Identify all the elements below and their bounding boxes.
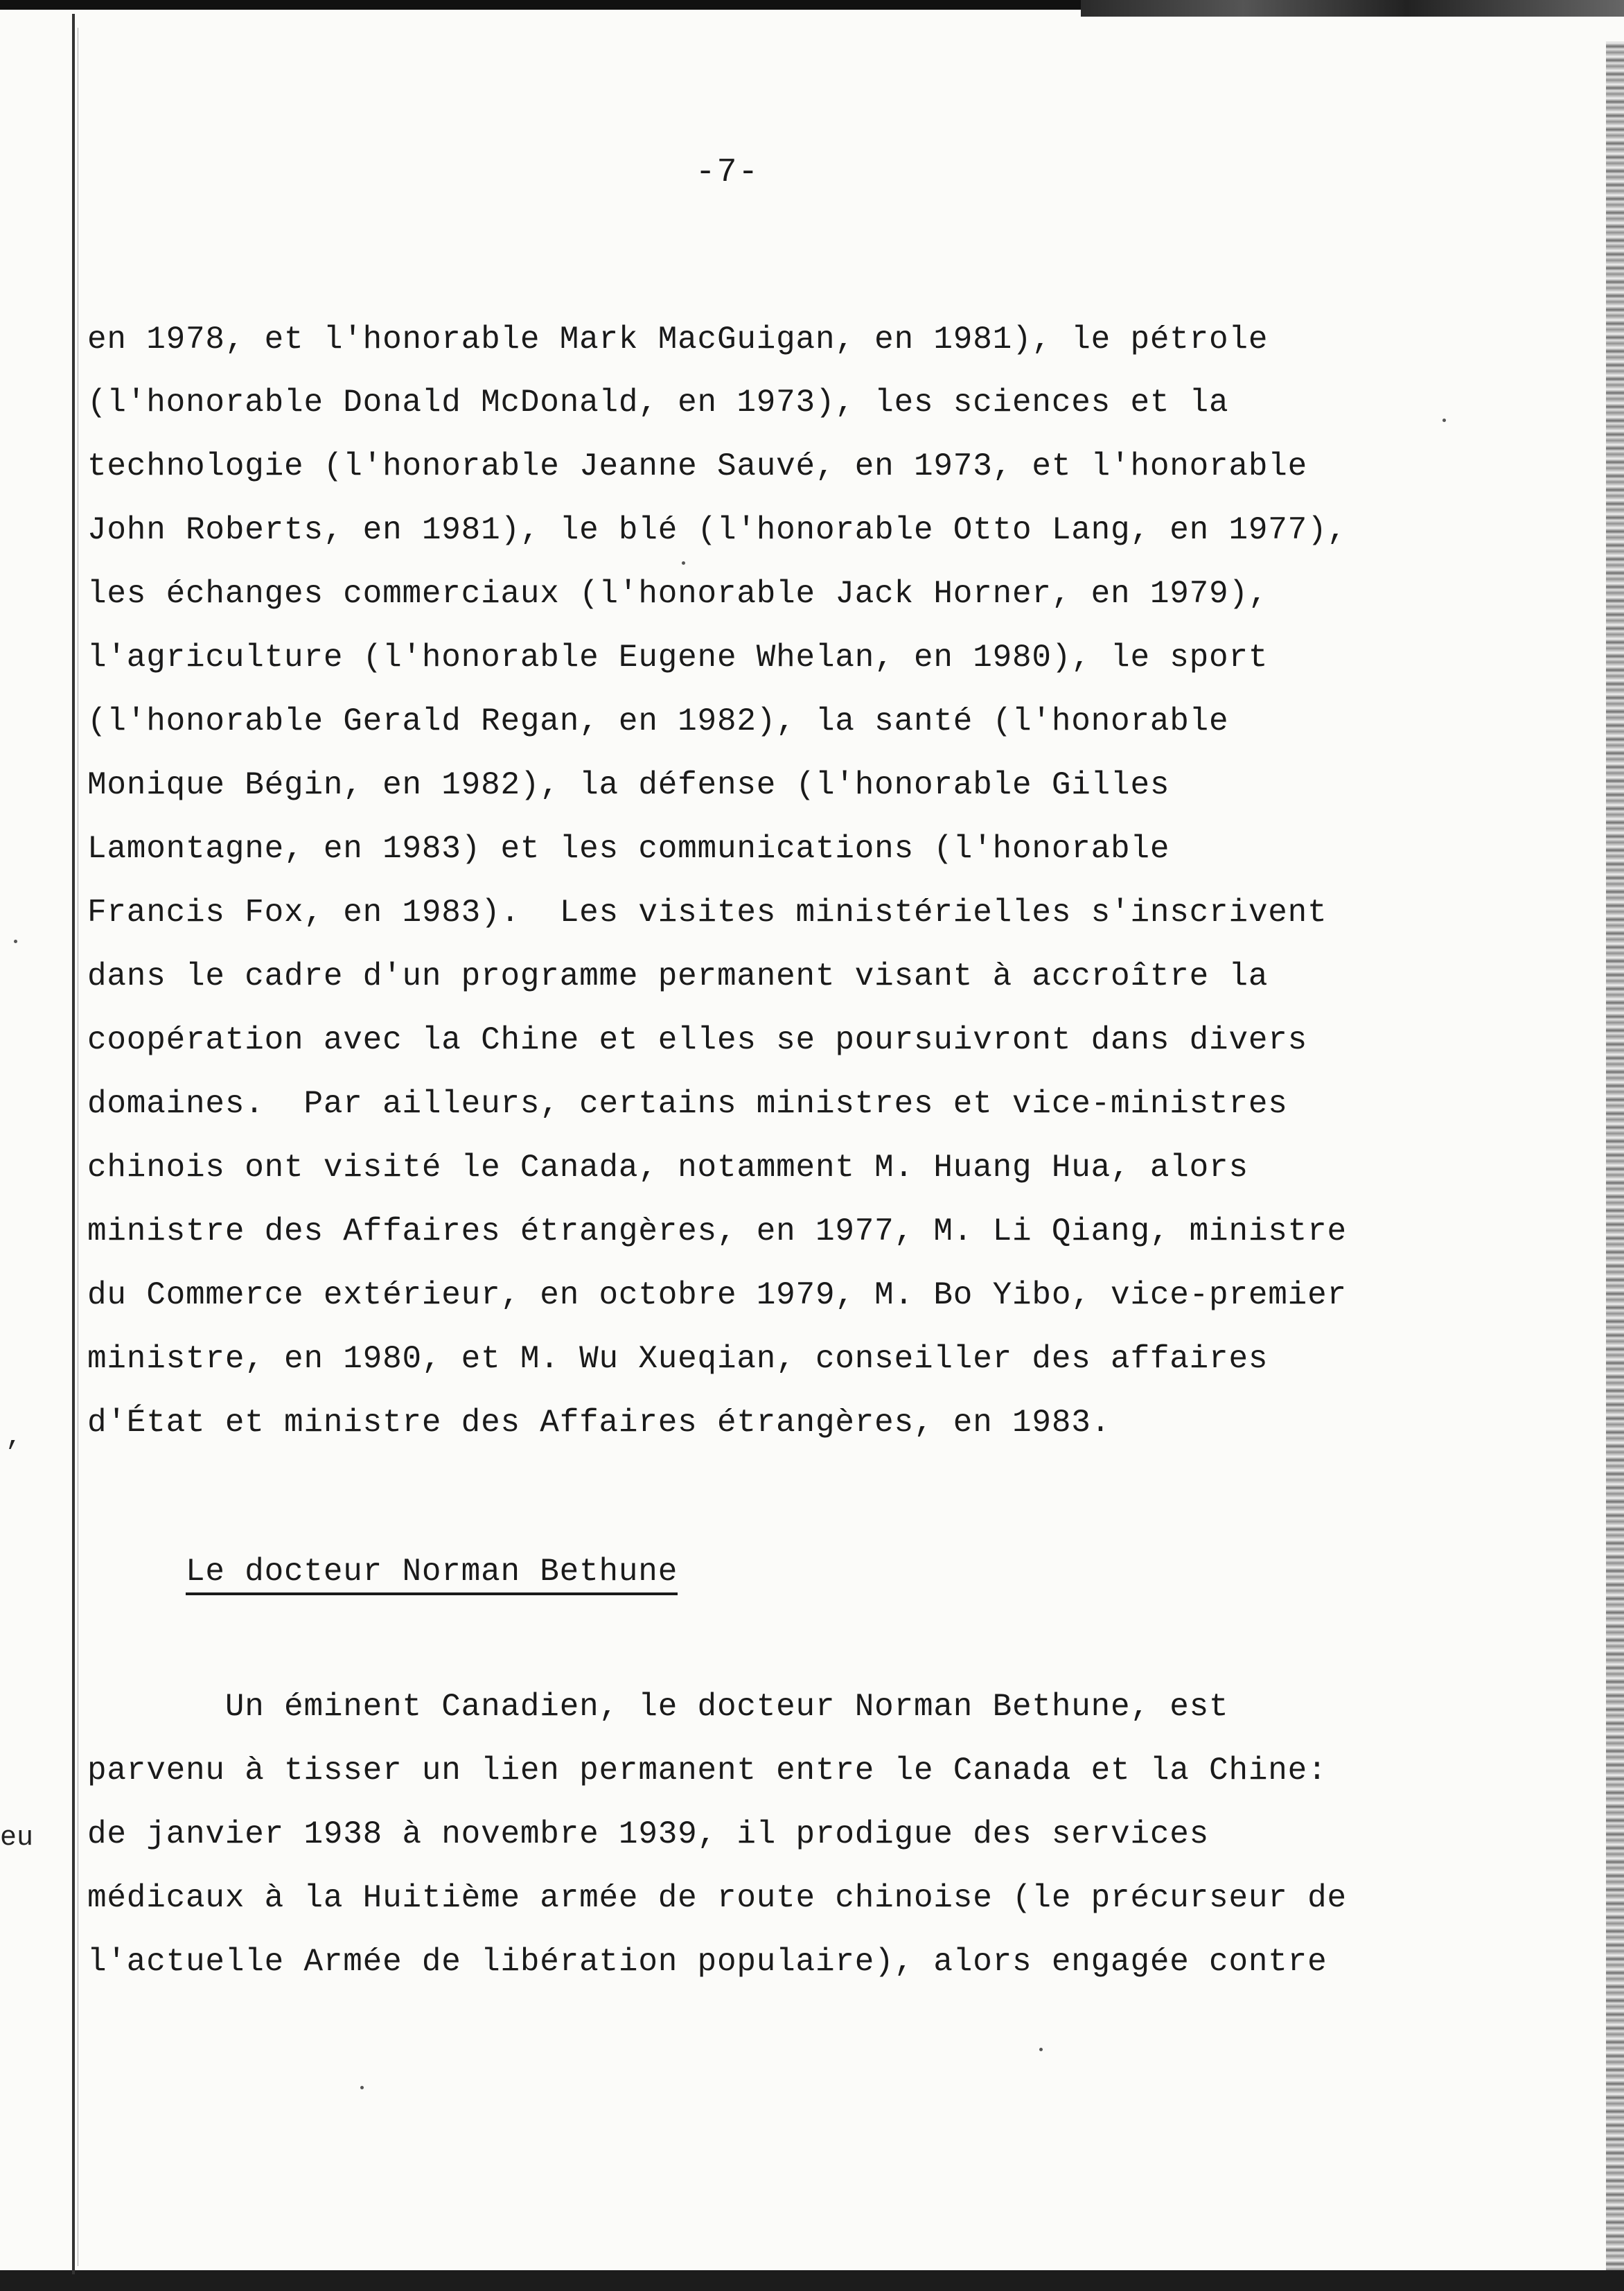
text-line: les échanges commerciaux (l'honorable Jack Horner, en 1979), xyxy=(87,576,1269,612)
section-heading: Le docteur Norman Bethune xyxy=(186,1552,678,1595)
text-line: ministre, en 1980, et M. Wu Xueqian, conseiller des affaires xyxy=(87,1341,1269,1377)
scan-speck xyxy=(1039,2048,1043,2051)
text-line: John Roberts, en 1981), le blé (l'honorable Otto Lang, en 1977), xyxy=(87,512,1347,548)
text-line: (l'honorable Gerald Regan, en 1982), la santé (l'honorable xyxy=(87,703,1229,739)
margin-fragment-comma: , xyxy=(6,1422,23,1453)
text-line: de janvier 1938 à novembre 1939, il prodigue des services xyxy=(87,1816,1210,1852)
scan-top-right-artifact xyxy=(1081,0,1624,17)
text-line: l'agriculture (l'honorable Eugene Whelan, en 1980), le sport xyxy=(87,640,1269,676)
scan-right-edge-artifact xyxy=(1606,42,1624,2270)
text-line: Un éminent Canadien, le docteur Norman Bethune, est xyxy=(87,1689,1229,1725)
text-line: l'actuelle Armée de libération populaire), alors engagée contre xyxy=(87,1944,1327,1980)
scan-bottom-border xyxy=(0,2270,1624,2291)
text-line: chinois ont visité le Canada, notamment M. Huang Hua, alors xyxy=(87,1150,1248,1186)
margin-fragment-eu: eu xyxy=(0,1823,34,1854)
text-line: en 1978, et l'honorable Mark MacGuigan, en 1981), le pétrole xyxy=(87,322,1269,358)
text-line: (l'honorable Donald McDonald, en 1973), les sciences et la xyxy=(87,385,1229,421)
page-number: -7- xyxy=(695,154,760,191)
scan-speck xyxy=(14,940,17,943)
text-line: Monique Bégin, en 1982), la défense (l'honorable Gilles xyxy=(87,767,1170,803)
text-line: Lamontagne, en 1983) et les communications (l'honorable xyxy=(87,831,1170,867)
text-line: médicaux à la Huitième armée de route chinoise (le précurseur de xyxy=(87,1880,1347,1916)
text-line: d'État et ministre des Affaires étrangères, en 1983. xyxy=(87,1405,1111,1441)
text-line: technologie (l'honorable Jeanne Sauvé, en 1973, et l'honorable xyxy=(87,448,1308,484)
text-line: Francis Fox, en 1983). Les visites ministérielles s'inscrivent xyxy=(87,895,1327,931)
text-line: ministre des Affaires étrangères, en 1977, M. Li Qiang, ministre xyxy=(87,1213,1347,1249)
text-line: domaines. Par ailleurs, certains ministres et vice-ministres xyxy=(87,1086,1288,1122)
text-line: du Commerce extérieur, en octobre 1979, M. Bo Yibo, vice-premier xyxy=(87,1277,1347,1313)
scan-speck xyxy=(1442,419,1446,422)
text-line: dans le cadre d'un programme permanent visant à accroître la xyxy=(87,958,1269,994)
text-line: coopération avec la Chine et elles se poursuivront dans divers xyxy=(87,1022,1308,1058)
page-left-edge-line xyxy=(72,14,75,2274)
scan-speck xyxy=(682,561,685,565)
text-line: parvenu à tisser un lien permanent entre le Canada et la Chine: xyxy=(87,1753,1327,1789)
scan-speck xyxy=(360,2086,364,2089)
